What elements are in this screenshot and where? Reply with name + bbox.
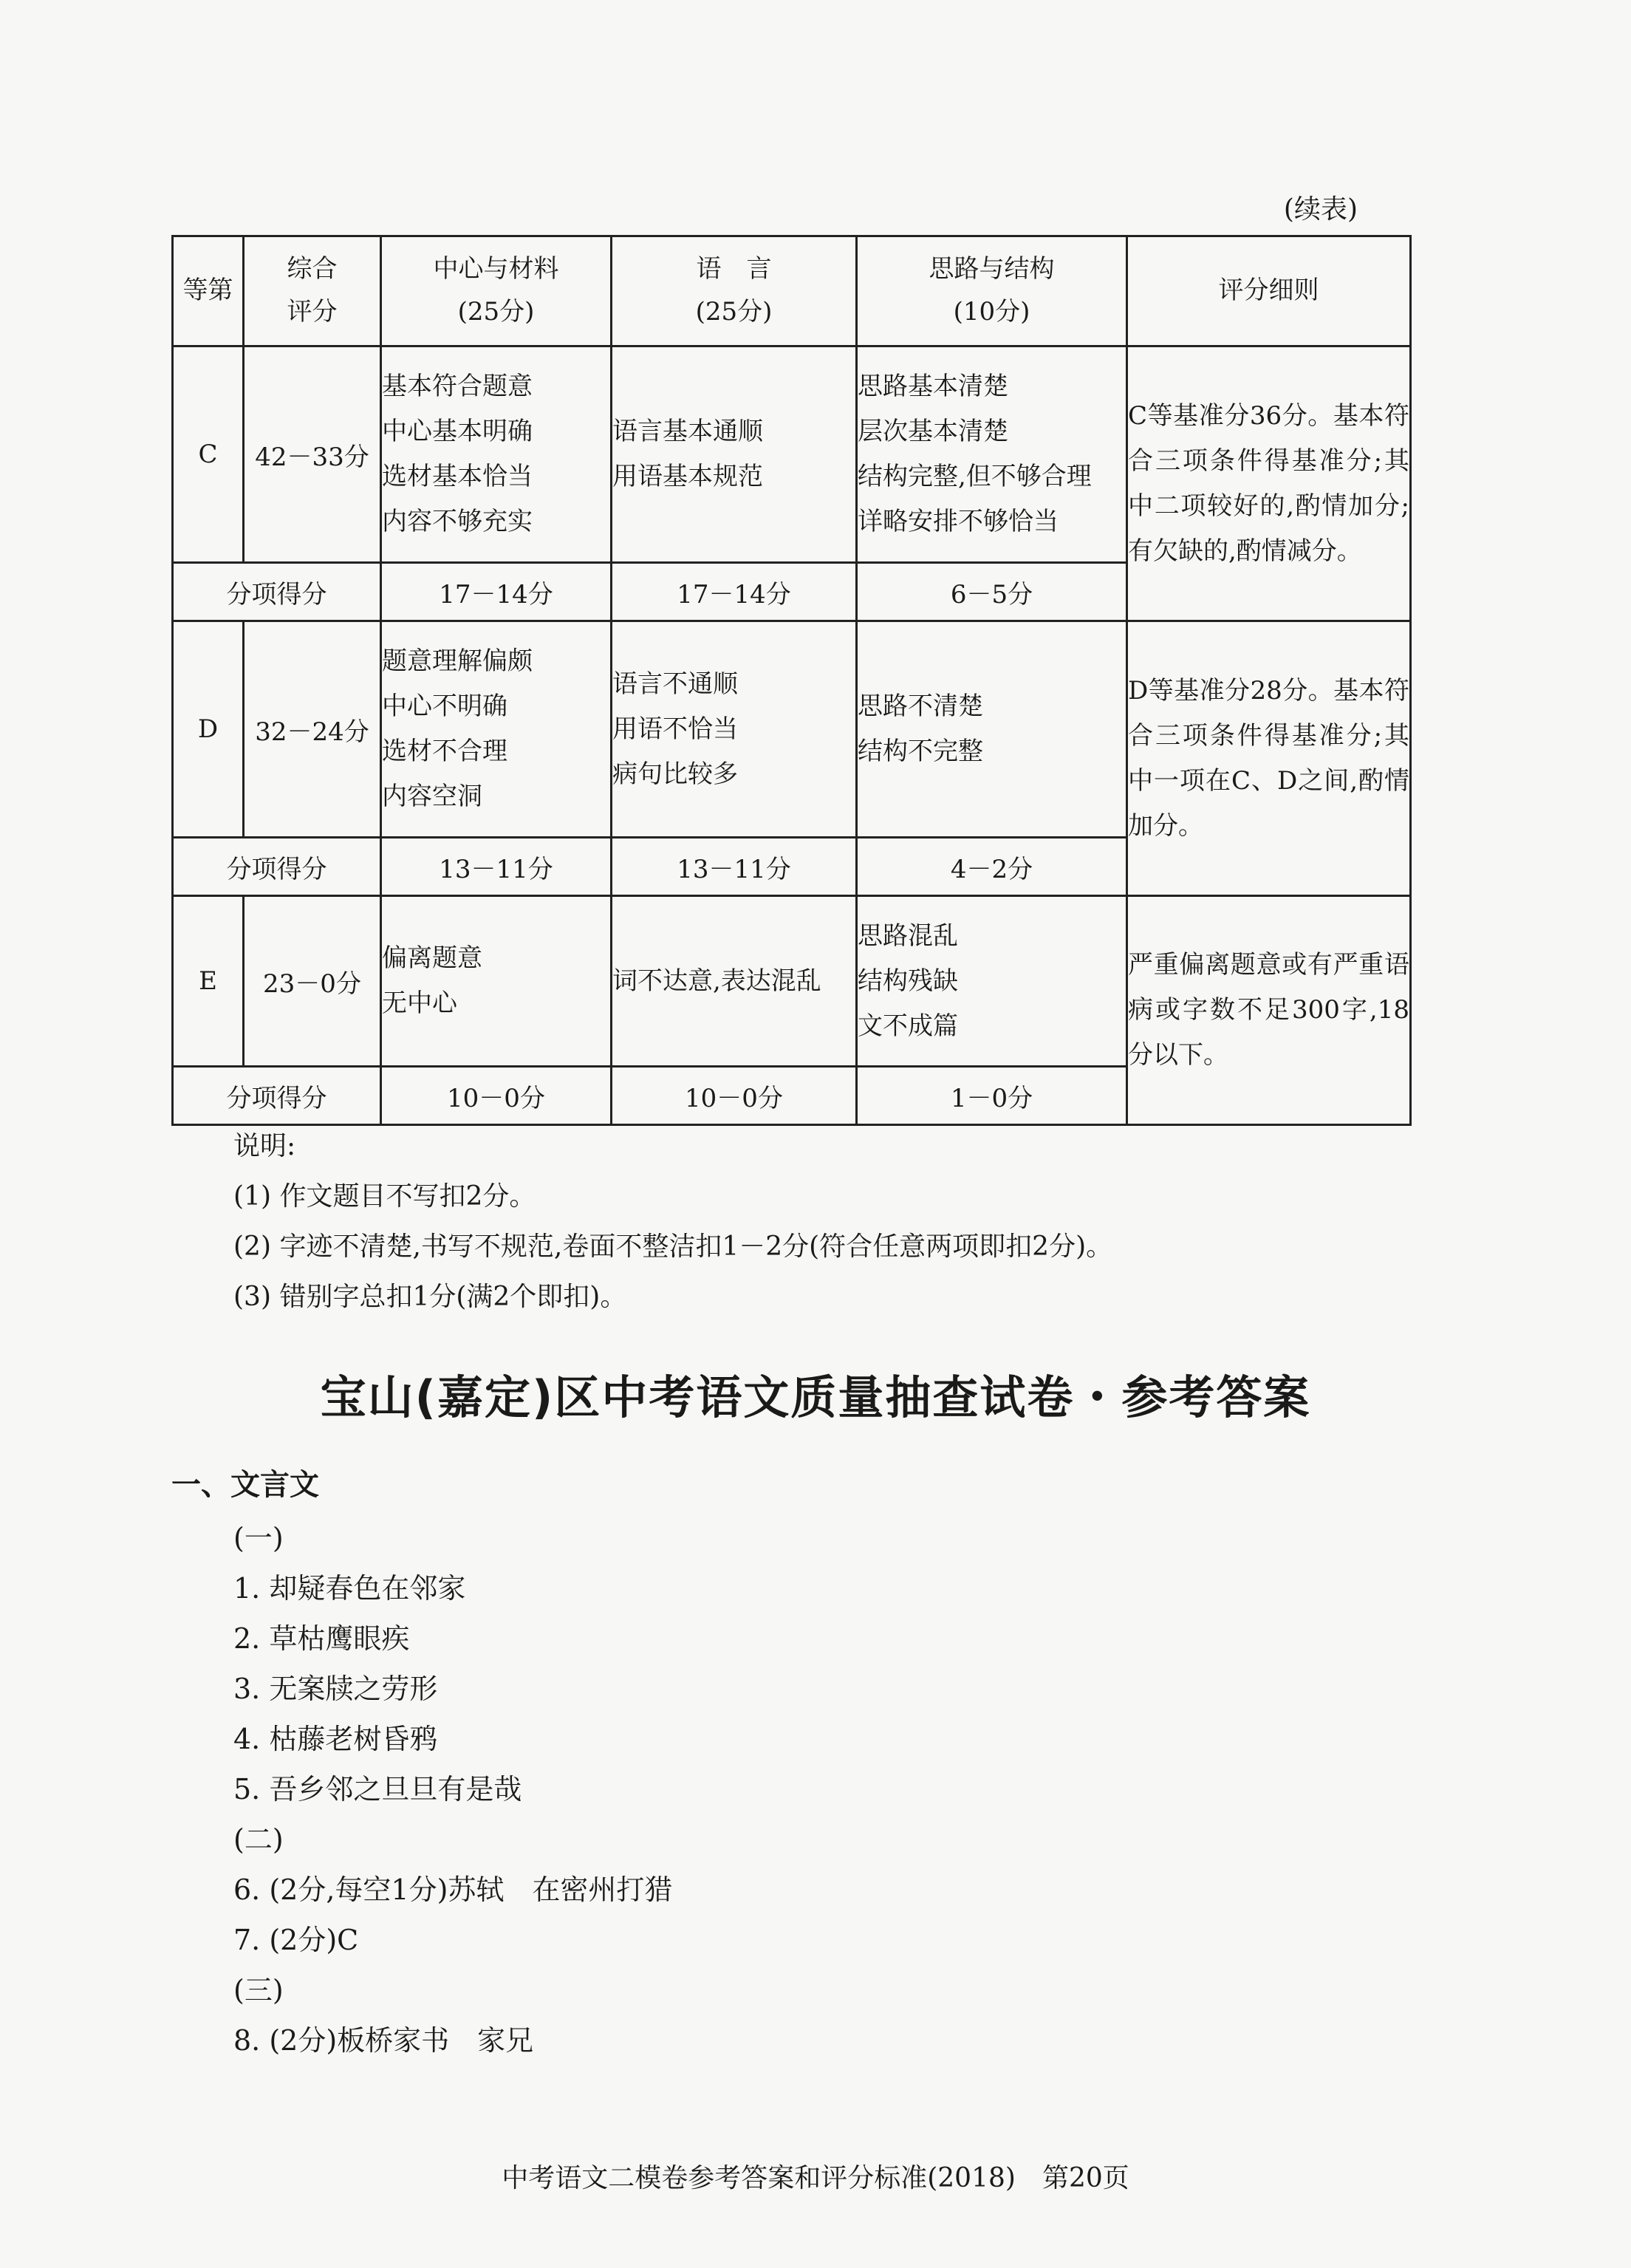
sub-label: 分项得分 [173,1067,381,1125]
header-grade: 等第 [173,236,244,346]
language-cell: 语言基本通顺 用语基本规范 [612,346,857,563]
content-cell: 基本符合题意 中心基本明确 选材基本恰当 内容不够充实 [381,346,612,563]
note-item: (2) 字迹不清楚,书写不规范,卷面不整洁扣1－2分(符合任意两项即扣2分)。 [233,1232,1113,1262]
header-total: 综合 评分 [244,236,381,346]
language-cell: 语言不通顺 用语不恰当 病句比较多 [612,621,857,838]
note-item: (3) 错别字总扣1分(满2个即扣)。 [233,1282,627,1312]
sub-score-language: 13－11分 [612,838,857,896]
content-cell: 题意理解偏颇 中心不明确 选材不合理 内容空洞 [381,621,612,838]
header-language: 语 言 (25分) [612,236,857,346]
list-item: (二) [233,1823,284,1856]
range-cell: 42－33分 [244,346,381,563]
content-cell: 偏离题意 无中心 [381,896,612,1067]
structure-cell: 思路混乱 结构残缺 文不成篇 [857,896,1127,1067]
header-rules: 评分细则 [1127,236,1411,346]
header-content: 中心与材料 (25分) [381,236,612,346]
list-item: 5. 吾乡邻之旦旦有是哉 [233,1773,522,1806]
notes [233,1121,1112,1322]
list-item: 6. (2分,每空1分)苏轼 在密州打猎 [233,1874,673,1906]
sub-label: 分项得分 [173,563,381,621]
page-title: 宝山(嘉定)区中考语文质量抽查试卷・参考答案 [320,1370,1311,1424]
rules-cell: C等基准分36分。基本符合三项条件得基准分;其中二项较好的,酌情加分;有欠缺的,酌情减分。 [1127,346,1411,621]
grading-table [171,235,1412,1126]
list-item: 7. (2分)C [233,1924,359,1956]
grade-cell: C [173,346,244,563]
table-row [173,346,1411,563]
table-row [173,621,1411,838]
sub-label: 分项得分 [173,838,381,896]
list-item: 2. 草枯鹰眼疾 [233,1622,410,1655]
structure-cell: 思路不清楚 结构不完整 [857,621,1127,838]
list-item: 1. 却疑春色在邻家 [233,1572,466,1605]
list-item: 3. 无案牍之劳形 [233,1673,438,1705]
list-item: (三) [233,1974,284,2006]
sub-score-content: 10－0分 [381,1067,612,1125]
sub-score-structure: 4－2分 [857,838,1127,896]
header-structure: 思路与结构 (10分) [857,236,1127,346]
rules-cell: 严重偏离题意或有严重语病或字数不足300字,18分以下。 [1127,896,1411,1125]
rules-cell: D等基准分28分。基本符合三项条件得基准分;其中一项在C、D之间,酌情加分。 [1127,621,1411,896]
range-cell: 23－0分 [244,896,381,1067]
list-item: (一) [233,1522,284,1554]
range-cell: 32－24分 [244,621,381,838]
list-item: 4. 枯藤老树昏鸦 [233,1723,438,1755]
grade-cell: E [173,896,244,1067]
notes-title: 说明: [233,1131,296,1161]
sub-score-language: 10－0分 [612,1067,857,1125]
continued-label: (续表) [1283,194,1358,225]
sub-score-content: 17－14分 [381,563,612,621]
grade-cell: D [173,621,244,838]
table-row [173,896,1411,1067]
sub-score-content: 13－11分 [381,838,612,896]
section-title: 一、文言文 [171,1468,319,1502]
list-item: 8. (2分)板桥家书 家兄 [233,2024,534,2057]
sub-score-structure: 6－5分 [857,563,1127,621]
page-footer: 中考语文二模卷参考答案和评分标准(2018) 第20页 [502,2163,1129,2193]
answer-list [233,1513,672,2066]
sub-score-language: 17－14分 [612,563,857,621]
structure-cell: 思路基本清楚 层次基本清楚 结构完整,但不够合理 详略安排不够恰当 [857,346,1127,563]
sub-score-structure: 1－0分 [857,1067,1127,1125]
note-item: (1) 作文题目不写扣2分。 [233,1181,536,1212]
table-header-row [173,236,1411,346]
language-cell: 词不达意,表达混乱 [612,896,857,1067]
